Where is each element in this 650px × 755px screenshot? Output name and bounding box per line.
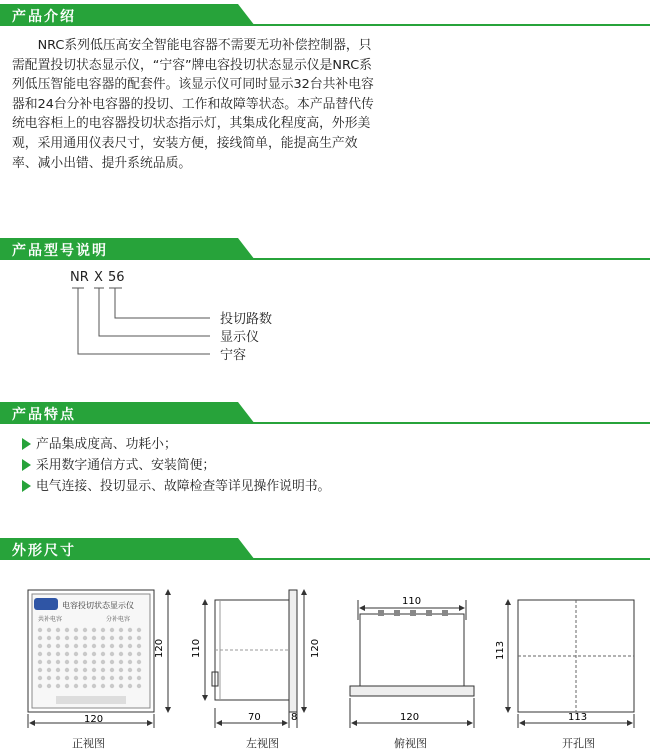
indicator-lamp-icon xyxy=(101,668,105,672)
indicator-lamp-icon xyxy=(83,652,87,656)
indicator-lamp-icon xyxy=(110,636,114,640)
indicator-lamp-icon xyxy=(56,652,60,656)
front-height-label: 120 xyxy=(154,638,165,658)
indicator-lamp-icon xyxy=(83,628,87,632)
model-code-56: 56 xyxy=(108,270,125,285)
section-title: 外形尺寸 xyxy=(12,543,76,559)
section-header-model xyxy=(0,238,650,260)
indicator-lamp-icon xyxy=(101,676,105,680)
indicator-lamp-icon xyxy=(92,684,96,688)
indicator-lamp-icon xyxy=(128,668,132,672)
indicator-lamp-icon xyxy=(110,676,114,680)
indicator-lamp-icon xyxy=(47,660,51,664)
indicator-lamp-icon xyxy=(65,628,69,632)
side-view-drawing xyxy=(191,590,321,728)
indicator-lamp-icon xyxy=(128,652,132,656)
indicator-lamp-icon xyxy=(92,636,96,640)
indicator-lamp-icon xyxy=(101,652,105,656)
indicator-lamp-icon xyxy=(83,668,87,672)
indicator-lamp-icon xyxy=(119,636,123,640)
indicator-lamp-icon xyxy=(47,676,51,680)
indicator-lamp-icon xyxy=(47,652,51,656)
indicator-lamp-icon xyxy=(38,628,42,632)
indicator-lamp-icon xyxy=(128,644,132,648)
model-label-x: 显示仪 xyxy=(220,330,260,345)
indicator-lamp-icon xyxy=(137,652,141,656)
indicator-lamp-icon xyxy=(83,636,87,640)
indicator-lamp-icon xyxy=(92,668,96,672)
bullet-triangle-icon xyxy=(22,438,31,450)
indicator-lamp-icon xyxy=(74,652,78,656)
model-label-nr: 宁容 xyxy=(220,348,247,363)
indicator-lamp-icon xyxy=(83,684,87,688)
indicator-lamp-icon xyxy=(83,644,87,648)
indicator-lamp-icon xyxy=(101,628,105,632)
indicator-lamp-icon xyxy=(65,644,69,648)
feature-item: 产品集成度高、功耗小； xyxy=(22,434,330,455)
model-label-56: 投切路数 xyxy=(220,312,273,327)
section-header-features xyxy=(0,402,650,424)
side-bezel-label: 8 xyxy=(291,712,298,723)
front-panel-title: 电容投切状态显示仪 xyxy=(62,601,134,610)
caption-top-view: 俯视图 xyxy=(394,737,427,750)
caption-cutout-view: 开孔图 xyxy=(562,737,595,750)
indicator-lamp-icon xyxy=(137,660,141,664)
indicator-lamp-icon xyxy=(101,660,105,664)
side-height-inner-label: 110 xyxy=(191,638,202,658)
indicator-lamp-icon xyxy=(74,676,78,680)
top-width-inner-label: 110 xyxy=(402,596,422,607)
indicator-lamp-icon xyxy=(74,660,78,664)
indicator-lamp-icon xyxy=(56,644,60,648)
indicator-lamp-icon xyxy=(119,684,123,688)
indicator-lamp-icon xyxy=(56,684,60,688)
indicator-lamp-icon xyxy=(65,652,69,656)
cutout-height-label: 113 xyxy=(495,640,506,660)
indicator-lamp-icon xyxy=(74,628,78,632)
indicator-lamp-icon xyxy=(65,660,69,664)
indicator-lamp-icon xyxy=(56,668,60,672)
indicator-lamp-icon xyxy=(92,652,96,656)
indicator-lamp-icon xyxy=(101,636,105,640)
indicator-lamp-icon xyxy=(38,676,42,680)
indicator-lamp-icon xyxy=(119,652,123,656)
indicator-lamp-icon xyxy=(101,644,105,648)
indicator-lamp-icon xyxy=(101,684,105,688)
section-header-dimensions xyxy=(0,538,650,560)
indicator-lamp-icon xyxy=(74,644,78,648)
indicator-lamp-icon xyxy=(83,676,87,680)
front-left-group: 共补电容 xyxy=(38,616,63,623)
indicator-lamp-icon xyxy=(137,668,141,672)
front-width-label: 120 xyxy=(84,714,104,725)
bullet-triangle-icon xyxy=(22,459,31,471)
indicator-lamp-icon xyxy=(56,676,60,680)
indicator-lamp-icon xyxy=(128,660,132,664)
indicator-lamp-icon xyxy=(74,684,78,688)
indicator-lamp-icon xyxy=(119,676,123,680)
indicator-lamp-icon xyxy=(110,652,114,656)
indicator-lamp-icon xyxy=(119,660,123,664)
indicator-lamp-icon xyxy=(137,684,141,688)
indicator-lamp-icon xyxy=(65,668,69,672)
indicator-lamp-icon xyxy=(65,676,69,680)
indicator-lamp-icon xyxy=(47,636,51,640)
section-title: 产品介绍 xyxy=(12,9,76,25)
cutout-width-label: 113 xyxy=(568,712,588,723)
indicator-lamp-icon xyxy=(56,628,60,632)
indicator-lamp-icon xyxy=(38,660,42,664)
indicator-lamp-icon xyxy=(47,668,51,672)
indicator-lamp-icon xyxy=(92,660,96,664)
feature-list xyxy=(22,434,330,497)
section-title: 产品特点 xyxy=(12,407,76,423)
indicator-lamp-icon xyxy=(137,676,141,680)
indicator-lamp-icon xyxy=(119,668,123,672)
intro-paragraph: NRC系列低压高安全智能电容器不需要无功补偿控制器，只需配置投切状态显示仪，“宁容”牌电容投切状态显示仪是NRC系列低压智能电容器的配套件。该显示仪可同时显示32台共补电容器和24台分补电容器的投切、工作和故障等状态。本产品替代传统电容柜上的电容器投切状态指示灯，其集成化程度高，外形美观，采用通用仪表尺寸，安装方便，接线简单，能提高生产效率、减小出错、提升系统品质。 xyxy=(12,38,374,171)
indicator-lamp-icon xyxy=(119,628,123,632)
indicator-lamp-icon xyxy=(65,684,69,688)
indicator-lamp-icon xyxy=(128,684,132,688)
indicator-lamp-icon xyxy=(128,636,132,640)
indicator-lamp-icon xyxy=(137,636,141,640)
caption-side-view: 左视图 xyxy=(246,737,279,750)
indicator-lamp-icon xyxy=(110,684,114,688)
indicator-lamp-icon xyxy=(137,628,141,632)
indicator-lamp-icon xyxy=(74,636,78,640)
front-view-drawing xyxy=(28,590,168,728)
indicator-lamp-icon xyxy=(128,676,132,680)
indicator-lamp-icon xyxy=(38,636,42,640)
indicator-lamp-icon xyxy=(56,636,60,640)
indicator-lamp-icon xyxy=(38,652,42,656)
dimension-drawings xyxy=(0,580,650,755)
indicator-lamp-icon xyxy=(83,660,87,664)
indicator-lamp-icon xyxy=(47,628,51,632)
indicator-lamp-icon xyxy=(74,668,78,672)
indicator-lamp-icon xyxy=(92,628,96,632)
indicator-lamp-icon xyxy=(92,644,96,648)
section-title: 产品型号说明 xyxy=(12,243,108,259)
indicator-lamp-icon xyxy=(56,660,60,664)
section-header-intro xyxy=(0,4,650,26)
indicator-lamp-icon xyxy=(110,628,114,632)
indicator-lamp-icon xyxy=(47,684,51,688)
caption-front-view: 正视图 xyxy=(72,737,105,750)
feature-item: 电气连接、投切显示、故障检查等详见操作说明书。 xyxy=(22,476,330,497)
indicator-lamp-icon xyxy=(38,644,42,648)
indicator-lamp-icon xyxy=(110,668,114,672)
top-width-outer-label: 120 xyxy=(400,712,420,723)
indicator-lamp-icon xyxy=(38,668,42,672)
indicator-lamp-icon xyxy=(119,644,123,648)
front-right-group: 分补电容 xyxy=(106,616,131,623)
model-code-x: X xyxy=(94,270,103,285)
indicator-lamp-icon xyxy=(137,644,141,648)
side-depth-label: 70 xyxy=(248,712,261,723)
bullet-triangle-icon xyxy=(22,480,31,492)
feature-item: 采用数字通信方式、安装简便； xyxy=(22,455,330,476)
indicator-lamp-icon xyxy=(65,636,69,640)
indicator-lamp-icon xyxy=(110,660,114,664)
top-view-drawing xyxy=(350,596,474,728)
side-height-outer-label: 120 xyxy=(310,638,321,658)
indicator-lamp-icon xyxy=(110,644,114,648)
indicator-lamp-icon xyxy=(47,644,51,648)
model-code-nr: NR xyxy=(70,270,89,285)
cutout-drawing xyxy=(495,600,634,728)
indicator-lamp-icon xyxy=(128,628,132,632)
indicator-lamp-icon xyxy=(92,676,96,680)
indicator-lamp-icon xyxy=(38,684,42,688)
